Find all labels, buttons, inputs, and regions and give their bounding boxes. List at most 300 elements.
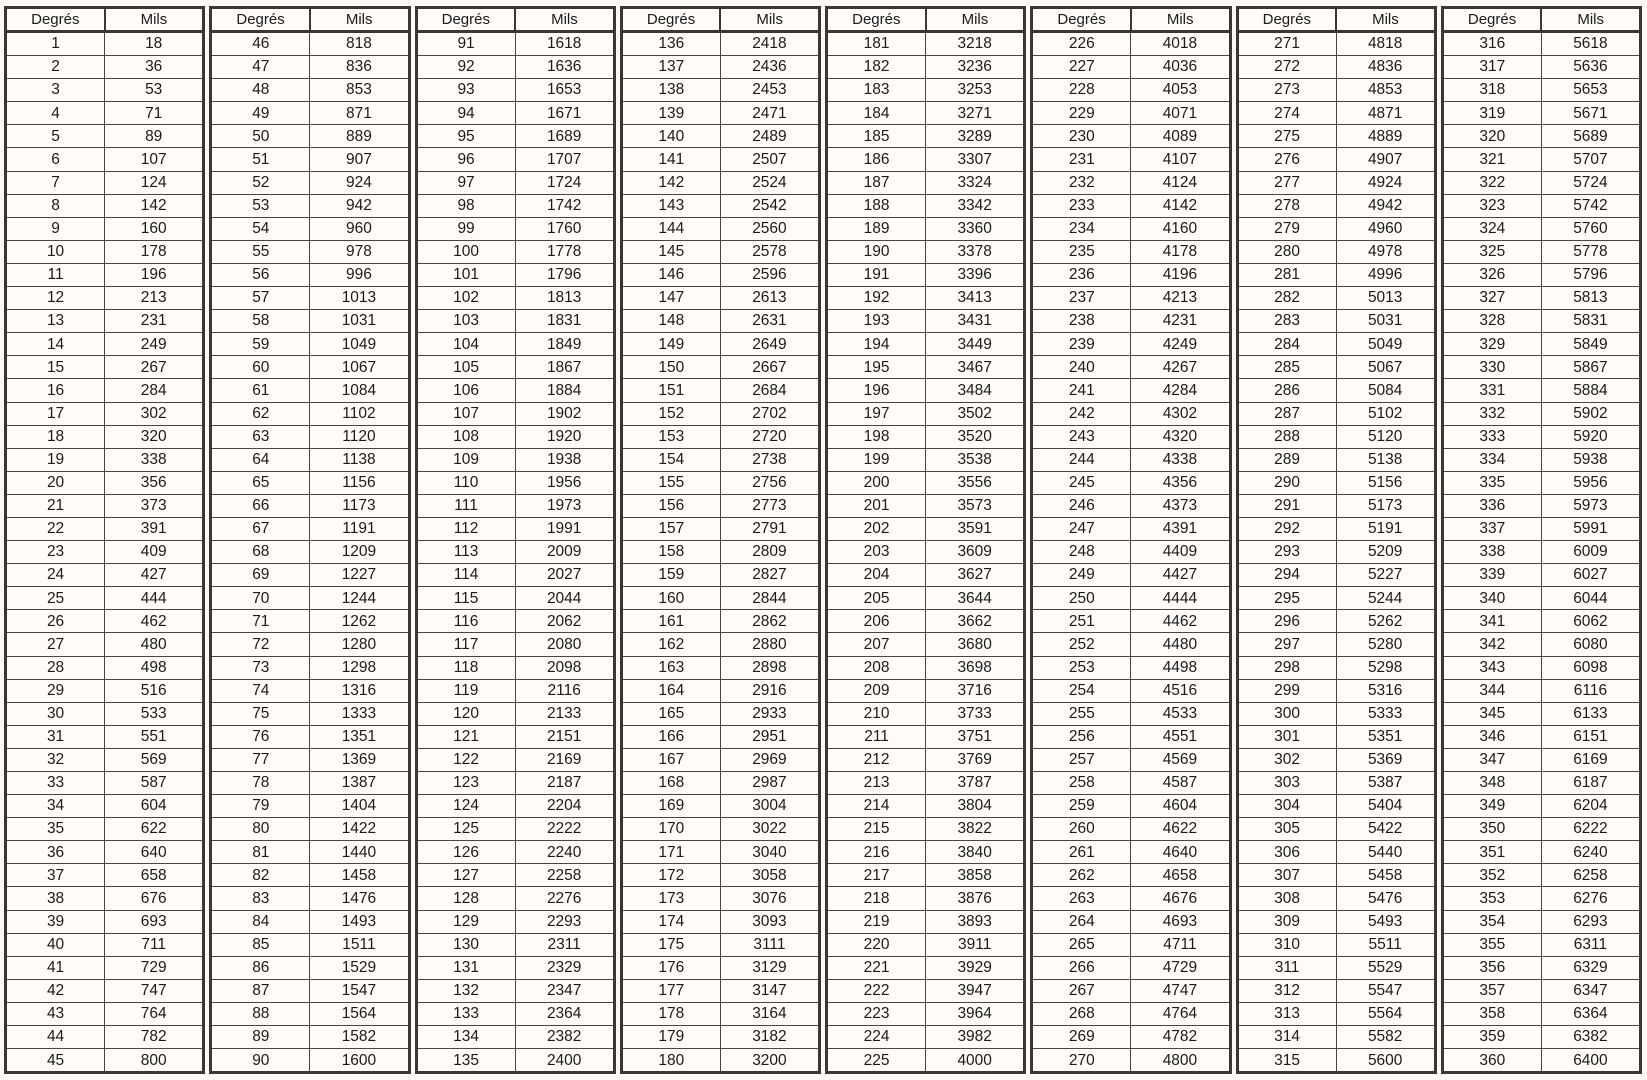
mils-cell: 107 (140, 150, 167, 168)
table-row (7, 703, 202, 726)
degrees-cell: 164 (623, 680, 721, 702)
table-row (418, 102, 613, 125)
degrees-cell: 178 (623, 1003, 721, 1025)
table-row (7, 564, 202, 587)
mils-cell: 3396 (957, 266, 992, 284)
mils-cell: 4622 (1162, 820, 1198, 838)
degrees-cell: 148 (623, 310, 721, 332)
degrees-cell: 77 (212, 749, 310, 771)
table-row (1033, 749, 1228, 772)
table-row (418, 749, 613, 772)
mils-cell: 4142 (1162, 196, 1198, 214)
mils-cell: 3858 (957, 866, 992, 884)
table-row (418, 356, 613, 379)
degrees-cell: 215 (828, 818, 926, 840)
degrees-cell: 238 (1033, 310, 1131, 332)
degrees-cell: 217 (828, 864, 926, 886)
table-row (623, 980, 818, 1003)
mils-cell: 693 (140, 912, 167, 930)
degrees-cell: 234 (1033, 218, 1131, 240)
degrees-cell: 168 (623, 772, 721, 794)
mils-cell: 5120 (1367, 427, 1403, 445)
mils-cell: 4089 (1162, 127, 1198, 145)
table-column-group (1030, 6, 1231, 1074)
mils-cell: 1671 (546, 104, 582, 122)
mils-cell: 2116 (547, 681, 581, 699)
degrees-cell: 136 (623, 33, 721, 55)
degrees-cell: 86 (212, 957, 310, 979)
degrees-cell: 254 (1033, 680, 1131, 702)
mils-cell: 2631 (752, 312, 787, 330)
mils-cell: 4764 (1162, 1005, 1198, 1023)
degrees-cell: 259 (1033, 795, 1131, 817)
table-row (1239, 56, 1434, 79)
mils-cell: 4498 (1162, 658, 1198, 676)
table-row (212, 564, 407, 587)
table-row (7, 379, 202, 402)
mils-cell: 2151 (546, 728, 582, 746)
mils-cell: 2951 (752, 728, 787, 746)
mils-cell: 3538 (957, 450, 992, 468)
degrees-cell: 328 (1444, 310, 1542, 332)
degrees-cell: 65 (212, 472, 310, 494)
table-row (828, 148, 1023, 171)
mils-cell: 1653 (546, 81, 582, 99)
degrees-cell: 348 (1444, 772, 1542, 794)
mils-cell: 5760 (1573, 220, 1608, 238)
mils-cell: 1636 (546, 58, 582, 76)
table-row (212, 426, 407, 449)
degrees-cell: 314 (1239, 1026, 1337, 1048)
mils-cell: 2080 (546, 635, 582, 653)
mils-cell: 4871 (1367, 104, 1403, 122)
mils-cell: 836 (346, 58, 372, 76)
degrees-cell: 315 (1239, 1049, 1337, 1072)
degrees-cell: 221 (828, 957, 926, 979)
table-row (418, 518, 613, 541)
degrees-cell: 200 (828, 472, 926, 494)
degrees-cell: 354 (1444, 911, 1542, 933)
table-row (418, 633, 613, 656)
mils-cell: 2133 (546, 705, 582, 723)
table-row (1444, 934, 1639, 957)
table-row (7, 841, 202, 864)
table-row (1444, 449, 1639, 472)
mils-cell: 3911 (958, 935, 992, 953)
mils-cell: 3769 (957, 751, 992, 769)
mils-cell: 2738 (752, 450, 787, 468)
table-row (828, 541, 1023, 564)
degrees-cell: 93 (418, 79, 516, 101)
degrees-cell: 244 (1033, 449, 1131, 471)
degrees-cell: 56 (212, 264, 310, 286)
table-row (1033, 795, 1228, 818)
table-row (1033, 379, 1228, 402)
degrees-cell: 334 (1444, 449, 1542, 471)
table-row (418, 79, 613, 102)
mils-cell: 2364 (546, 1005, 582, 1023)
mils-cell: 5369 (1367, 751, 1403, 769)
degrees-cell: 34 (7, 795, 105, 817)
degrees-cell: 149 (623, 333, 721, 355)
table-row (1239, 79, 1434, 102)
degrees-cell: 138 (623, 79, 721, 101)
degrees-cell: 13 (7, 310, 105, 332)
table-row (623, 333, 818, 356)
mils-cell: 4409 (1162, 543, 1198, 561)
table-column-group (1236, 6, 1437, 1074)
table-row (1444, 864, 1639, 887)
degrees-cell: 15 (7, 356, 105, 378)
table-row (1239, 1026, 1434, 1049)
table-row (212, 102, 407, 125)
degrees-cell: 190 (828, 241, 926, 263)
table-row (7, 887, 202, 910)
table-row (1444, 680, 1639, 703)
table-row (1033, 33, 1228, 56)
table-row (828, 356, 1023, 379)
mils-cell: 5831 (1573, 312, 1608, 330)
mils-cell: 3164 (752, 1005, 787, 1023)
degrees-cell: 129 (418, 911, 516, 933)
mils-cell: 676 (140, 889, 167, 907)
table-row (1444, 79, 1639, 102)
degrees-cell: 83 (212, 887, 310, 909)
header-degrees: Degrés (7, 9, 106, 30)
table-row (828, 102, 1023, 125)
table-row (7, 287, 202, 310)
degrees-cell: 349 (1444, 795, 1542, 817)
degrees-cell: 206 (828, 610, 926, 632)
degrees-cell: 166 (623, 726, 721, 748)
degrees-cell: 82 (212, 864, 310, 886)
degrees-cell: 60 (212, 356, 310, 378)
mils-cell: 924 (346, 173, 372, 191)
table-row (1239, 772, 1434, 795)
degrees-cell: 134 (418, 1026, 516, 1048)
mils-cell: 1031 (341, 312, 377, 330)
mils-cell: 5796 (1573, 266, 1608, 284)
table-row (1444, 287, 1639, 310)
mils-cell: 1778 (546, 243, 582, 261)
degrees-cell: 320 (1444, 125, 1542, 147)
degrees-cell: 41 (7, 957, 105, 979)
table-row (212, 287, 407, 310)
mils-cell: 6187 (1573, 774, 1608, 792)
table-row (212, 333, 407, 356)
degrees-cell: 301 (1239, 726, 1337, 748)
table-row (7, 610, 202, 633)
table-row (623, 726, 818, 749)
mils-cell: 4249 (1162, 335, 1198, 353)
table-row (7, 772, 202, 795)
table-row (7, 957, 202, 980)
table-header-row (1444, 9, 1639, 33)
mils-cell: 1582 (341, 1028, 377, 1046)
mils-cell: 3502 (957, 404, 992, 422)
mils-cell: 5138 (1367, 450, 1403, 468)
degrees-cell: 189 (828, 218, 926, 240)
degrees-cell: 253 (1033, 657, 1131, 679)
mils-cell: 4356 (1162, 474, 1198, 492)
table-header-row (212, 9, 407, 33)
degrees-cell: 120 (418, 703, 516, 725)
table-row (1444, 703, 1639, 726)
table-row (418, 657, 613, 680)
degrees-cell: 79 (212, 795, 310, 817)
mils-cell: 2311 (547, 935, 581, 953)
table-row (1033, 818, 1228, 841)
header-mils: Mils (345, 11, 373, 28)
header-mils: Mils (140, 11, 168, 28)
degrees-cell: 19 (7, 449, 105, 471)
table-row (7, 102, 202, 125)
table-column-group (209, 6, 410, 1074)
mils-cell: 3804 (957, 797, 992, 815)
mils-cell: 2933 (752, 705, 787, 723)
mils-cell: 5084 (1367, 381, 1403, 399)
table-row (828, 495, 1023, 518)
mils-cell: 4053 (1162, 81, 1198, 99)
degrees-cell: 173 (623, 887, 721, 909)
mils-cell: 1280 (341, 635, 377, 653)
table-row (1239, 795, 1434, 818)
degrees-cell: 331 (1444, 379, 1542, 401)
table-row (212, 148, 407, 171)
degrees-cell: 343 (1444, 657, 1542, 679)
degrees-cell: 33 (7, 772, 105, 794)
table-column-group (1441, 6, 1642, 1074)
mils-cell: 5689 (1573, 127, 1608, 145)
table-row (212, 795, 407, 818)
table-row (418, 957, 613, 980)
mils-cell: 4729 (1162, 959, 1198, 977)
mils-cell: 4516 (1162, 681, 1198, 699)
mils-cell: 2898 (752, 658, 787, 676)
degrees-cell: 205 (828, 587, 926, 609)
table-row (418, 495, 613, 518)
degrees-cell: 194 (828, 333, 926, 355)
degrees-cell: 218 (828, 887, 926, 909)
degrees-cell: 130 (418, 934, 516, 956)
mils-cell: 3822 (957, 820, 992, 838)
degrees-cell: 152 (623, 403, 721, 425)
degrees-cell: 295 (1239, 587, 1337, 609)
table-row (7, 749, 202, 772)
table-row (1239, 633, 1434, 656)
table-row (1239, 102, 1434, 125)
degrees-cell: 298 (1239, 657, 1337, 679)
table-row (7, 56, 202, 79)
mils-cell: 4924 (1367, 173, 1403, 191)
mils-cell: 1600 (341, 1051, 377, 1069)
degrees-cell: 183 (828, 79, 926, 101)
mils-cell: 5920 (1573, 427, 1608, 445)
table-row (212, 33, 407, 56)
degrees-cell: 212 (828, 749, 926, 771)
degrees-cell: 220 (828, 934, 926, 956)
mils-cell: 1404 (341, 797, 377, 815)
table-row (828, 287, 1023, 310)
degrees-cell: 353 (1444, 887, 1542, 909)
degrees-cell: 303 (1239, 772, 1337, 794)
table-row (623, 218, 818, 241)
table-row (418, 911, 613, 934)
degrees-cell: 167 (623, 749, 721, 771)
mils-cell: 2880 (752, 635, 787, 653)
degrees-cell: 123 (418, 772, 516, 794)
table-row (828, 633, 1023, 656)
table-row (1444, 310, 1639, 333)
table-row (828, 911, 1023, 934)
header-mils: Mils (1166, 11, 1194, 28)
table-row (1444, 657, 1639, 680)
table-row (1033, 56, 1228, 79)
table-row (828, 426, 1023, 449)
table-row (1239, 333, 1434, 356)
table-row (828, 1049, 1023, 1072)
table-row (212, 1026, 407, 1049)
table-row (1033, 403, 1228, 426)
mils-cell: 5458 (1367, 866, 1403, 884)
degrees-cell: 235 (1033, 241, 1131, 263)
table-row (418, 726, 613, 749)
mils-cell: 996 (346, 266, 372, 284)
table-row (1033, 426, 1228, 449)
table-row (1444, 172, 1639, 195)
mils-cell: 2418 (752, 35, 787, 53)
table-row (7, 148, 202, 171)
degrees-cell: 292 (1239, 518, 1337, 540)
degrees-cell: 263 (1033, 887, 1131, 909)
table-row (212, 56, 407, 79)
mils-cell: 3964 (957, 1005, 992, 1023)
table-row (212, 379, 407, 402)
mils-cell: 5653 (1573, 81, 1608, 99)
mils-cell: 6098 (1573, 658, 1608, 676)
mils-cell: 3040 (752, 843, 787, 861)
degrees-cell: 216 (828, 841, 926, 863)
table-row (1444, 426, 1639, 449)
mils-cell: 4373 (1162, 497, 1198, 515)
mils-cell: 6311 (1573, 935, 1608, 953)
degrees-cell: 50 (212, 125, 310, 147)
mils-cell: 5973 (1573, 497, 1608, 515)
table-row (1444, 333, 1639, 356)
degrees-cell: 142 (623, 172, 721, 194)
table-row (212, 241, 407, 264)
table-row (623, 818, 818, 841)
mils-cell: 3307 (957, 150, 992, 168)
mils-cell: 729 (140, 959, 167, 977)
mils-cell: 5351 (1367, 728, 1403, 746)
mils-cell: 409 (140, 543, 167, 561)
degrees-cell: 10 (7, 241, 105, 263)
degrees-cell: 329 (1444, 333, 1542, 355)
degrees-cell: 88 (212, 1003, 310, 1025)
mils-cell: 356 (140, 474, 167, 492)
table-row (623, 1026, 818, 1049)
table-row (828, 379, 1023, 402)
degrees-cell: 208 (828, 657, 926, 679)
mils-cell: 2009 (546, 543, 582, 561)
table-row (1444, 56, 1639, 79)
degrees-cell: 69 (212, 564, 310, 586)
header-mils: Mils (961, 11, 989, 28)
header-mils: Mils (1577, 11, 1605, 28)
table-row (7, 518, 202, 541)
degrees-cell: 358 (1444, 1003, 1542, 1025)
degrees-cell: 72 (212, 633, 310, 655)
table-row (1444, 633, 1639, 656)
table-row (212, 449, 407, 472)
mils-cell: 1262 (341, 612, 377, 630)
mils-cell: 3627 (957, 566, 992, 584)
table-row (212, 703, 407, 726)
degrees-cell: 163 (623, 657, 721, 679)
table-row (212, 79, 407, 102)
mils-cell: 6364 (1573, 1005, 1608, 1023)
mils-cell: 3556 (957, 474, 992, 492)
degrees-cell: 351 (1444, 841, 1542, 863)
mils-cell: 533 (140, 705, 167, 723)
degrees-cell: 192 (828, 287, 926, 309)
degrees-cell: 280 (1239, 241, 1337, 263)
degrees-cell: 179 (623, 1026, 721, 1048)
mils-cell: 5867 (1573, 358, 1608, 376)
degrees-cell: 76 (212, 726, 310, 748)
mils-cell: 2187 (546, 774, 582, 792)
mils-cell: 587 (140, 774, 167, 792)
mils-cell: 1351 (341, 728, 377, 746)
degrees-cell: 296 (1239, 610, 1337, 632)
table-row (1033, 657, 1228, 680)
table-row (828, 610, 1023, 633)
mils-cell: 6222 (1573, 820, 1608, 838)
mils-cell: 4996 (1367, 266, 1403, 284)
mils-cell: 124 (140, 173, 167, 191)
mils-cell: 2791 (752, 520, 787, 538)
mils-cell: 1493 (341, 912, 377, 930)
degrees-cell: 172 (623, 864, 721, 886)
table-row (418, 172, 613, 195)
degrees-cell: 113 (418, 541, 516, 563)
mils-cell: 6276 (1573, 889, 1608, 907)
mils-cell: 6151 (1573, 728, 1608, 746)
degrees-cell: 81 (212, 841, 310, 863)
mils-cell: 1138 (342, 450, 376, 468)
table-header-row (828, 9, 1023, 33)
degrees-cell: 52 (212, 172, 310, 194)
degrees-cell: 92 (418, 56, 516, 78)
mils-cell: 71 (145, 104, 163, 122)
degrees-cell: 224 (828, 1026, 926, 1048)
mils-cell: 2542 (752, 196, 787, 214)
degrees-cell: 300 (1239, 703, 1337, 725)
table-row (1033, 148, 1228, 171)
table-row (1033, 980, 1228, 1003)
table-row (1239, 680, 1434, 703)
mils-cell: 5884 (1573, 381, 1608, 399)
header-degrees: Degrés (418, 9, 517, 30)
degrees-cell: 98 (418, 195, 516, 217)
mils-cell: 2578 (752, 243, 787, 261)
mils-cell: 6062 (1573, 612, 1608, 630)
table-row (1444, 564, 1639, 587)
table-row (828, 957, 1023, 980)
degrees-cell: 84 (212, 911, 310, 933)
table-row (7, 657, 202, 680)
